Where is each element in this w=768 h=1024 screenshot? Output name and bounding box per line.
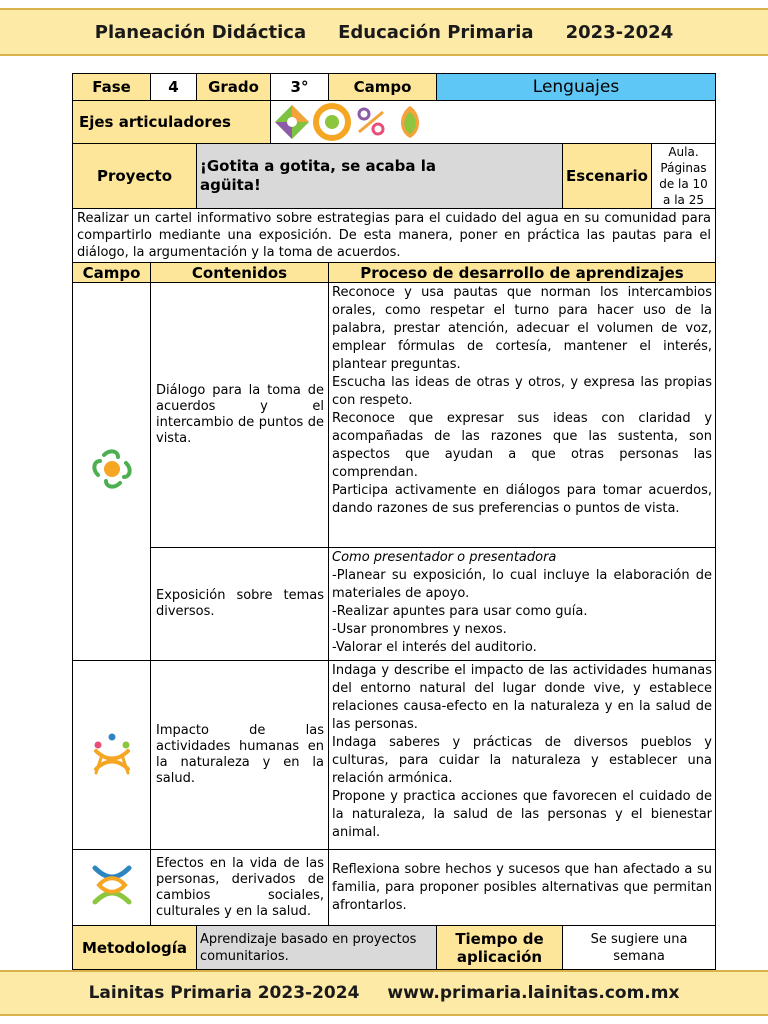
contenido-4: Efectos en la vida de las personas, derivados de cambios sociales, culturales y en la salud. [151,850,329,926]
proyecto-label: Proyecto [73,144,197,209]
row-ejes [73,101,716,144]
grado-label: Grado [197,74,271,101]
grado-value: 3° [271,74,329,101]
pensamiento-critico-icon [313,103,351,141]
campo-icon-cell-humano [73,850,151,926]
row-proyecto [73,144,716,209]
proyecto-value: ¡Gotita a gotita, se acaba la agüita! [197,144,563,209]
ejes-icons [271,101,716,144]
planeacion-table-wrap [72,73,715,965]
vida-saludable-icon [391,103,429,141]
lenguajes-icon [90,447,134,491]
metodologia-value: Aprendizaje basado en proyectos comunitarios. [197,926,437,970]
tiempo-label: Tiempo de aplicación [437,926,563,970]
de-lo-humano-comunitario-icon [89,862,135,908]
proceso-2-title: Como presentador o presentadora [332,550,557,565]
header-banner [0,8,768,56]
header-title: Planeación Didáctica [94,21,307,43]
contenido-2 [151,548,329,661]
row-contenido-2 [73,548,716,661]
proceso-1: Reconoce y usa pautas que norman los intercambios orales, como respetar el turno para hacer uso de la palabra, prestar atención, adecuar el volumen de voz, emplear fórmulas de cortesía, mantener el interés, plantear preguntas. Escucha las ideas de otras y otros, y expresa las propias con respeto. Reconoce que expresar sus ideas con claridad y acompañadas de las razones que las sustenta, son aspectos que ayudan a que otras personas las comprendan. Participa activamente en diálogos para tomar acuerdos, dando razones de sus preferencias o puntos de vista. [329,283,716,548]
contenido-2-text: Exposición sobre temas diversos. [156,588,324,619]
inclusion-icon [273,103,311,141]
proceso-4: Reflexiona sobre hechos y sucesos que han afectado a su familia, para proponer posibles alternativas que permitan afrontarlos. [329,850,716,926]
campo-value: Lenguajes [437,74,716,101]
proceso-3: Indaga y describe el impacto de las actividades humanas del entorno natural del lugar donde vive, y establece relaciones causa-efecto en la naturaleza y en la salud de las personas. Indaga saberes y prácticas de diversos pueblos y culturas, para cuidar la naturaleza y establecer una relación armónica. Propone y practica acciones que favorecen el cuidado de la naturaleza, la salud de las personas y el bienestar animal. [329,661,716,850]
footer-left: Lainitas Primaria 2023-2024 [88,983,360,1003]
saberes-pensamiento-cientifico-icon [88,729,136,777]
descripcion: Realizar un cartel informativo sobre estrategias para el cuidado del agua en su comunidad para compartirlo mediante una exposición. De esta manera, poner en práctica las pautas para el diálogo, la argumentación y la toma de acuerdos. [73,209,716,263]
escenario-value: Aula. Páginas de la 10 a la 25 [652,144,716,209]
header-year: 2023-2024 [565,21,674,43]
interculturalidad-icon [353,104,389,140]
row-metodologia [73,926,716,970]
row-contenido-1 [73,283,716,548]
metodologia-label: Metodología [73,926,197,970]
fase-value: 4 [151,74,197,101]
planeacion-table [72,73,716,970]
escenario-label: Escenario [563,144,652,209]
row-contenido-4 [73,850,716,926]
contenido-3: Impacto de las actividades humanas en la naturaleza y en la salud. [151,661,329,850]
campo-icon-cell-saberes [73,661,151,850]
tiempo-value: Se sugiere una semana [563,926,716,970]
header-level: Educación Primaria [338,21,534,43]
contenido-1: Diálogo para la toma de acuerdos y el intercambio de puntos de vista. [151,283,329,548]
header-proceso: Proceso de desarrollo de aprendizajes [329,263,716,283]
row-fase [73,74,716,101]
row-contenido-3 [73,661,716,850]
row-descripcion [73,209,716,263]
campo-label: Campo [329,74,437,101]
header-campo: Campo [73,263,151,283]
footer-banner [0,970,768,1016]
footer-right: www.primaria.lainitas.com.mx [387,983,680,1003]
ejes-label: Ejes articuladores [73,101,271,144]
header-contenidos: Contenidos [151,263,329,283]
proceso-2-text: -Planear su exposición, lo cual incluye la elaboración de materiales de apoyo. -Realizar apuntes para usar como guía. -Usar pronombres y nexos. -Valorar el interés del auditorio. [332,568,713,655]
proceso-2 [329,548,716,661]
fase-label: Fase [73,74,151,101]
row-headers [73,263,716,283]
campo-icon-cell-lenguajes [73,283,151,661]
